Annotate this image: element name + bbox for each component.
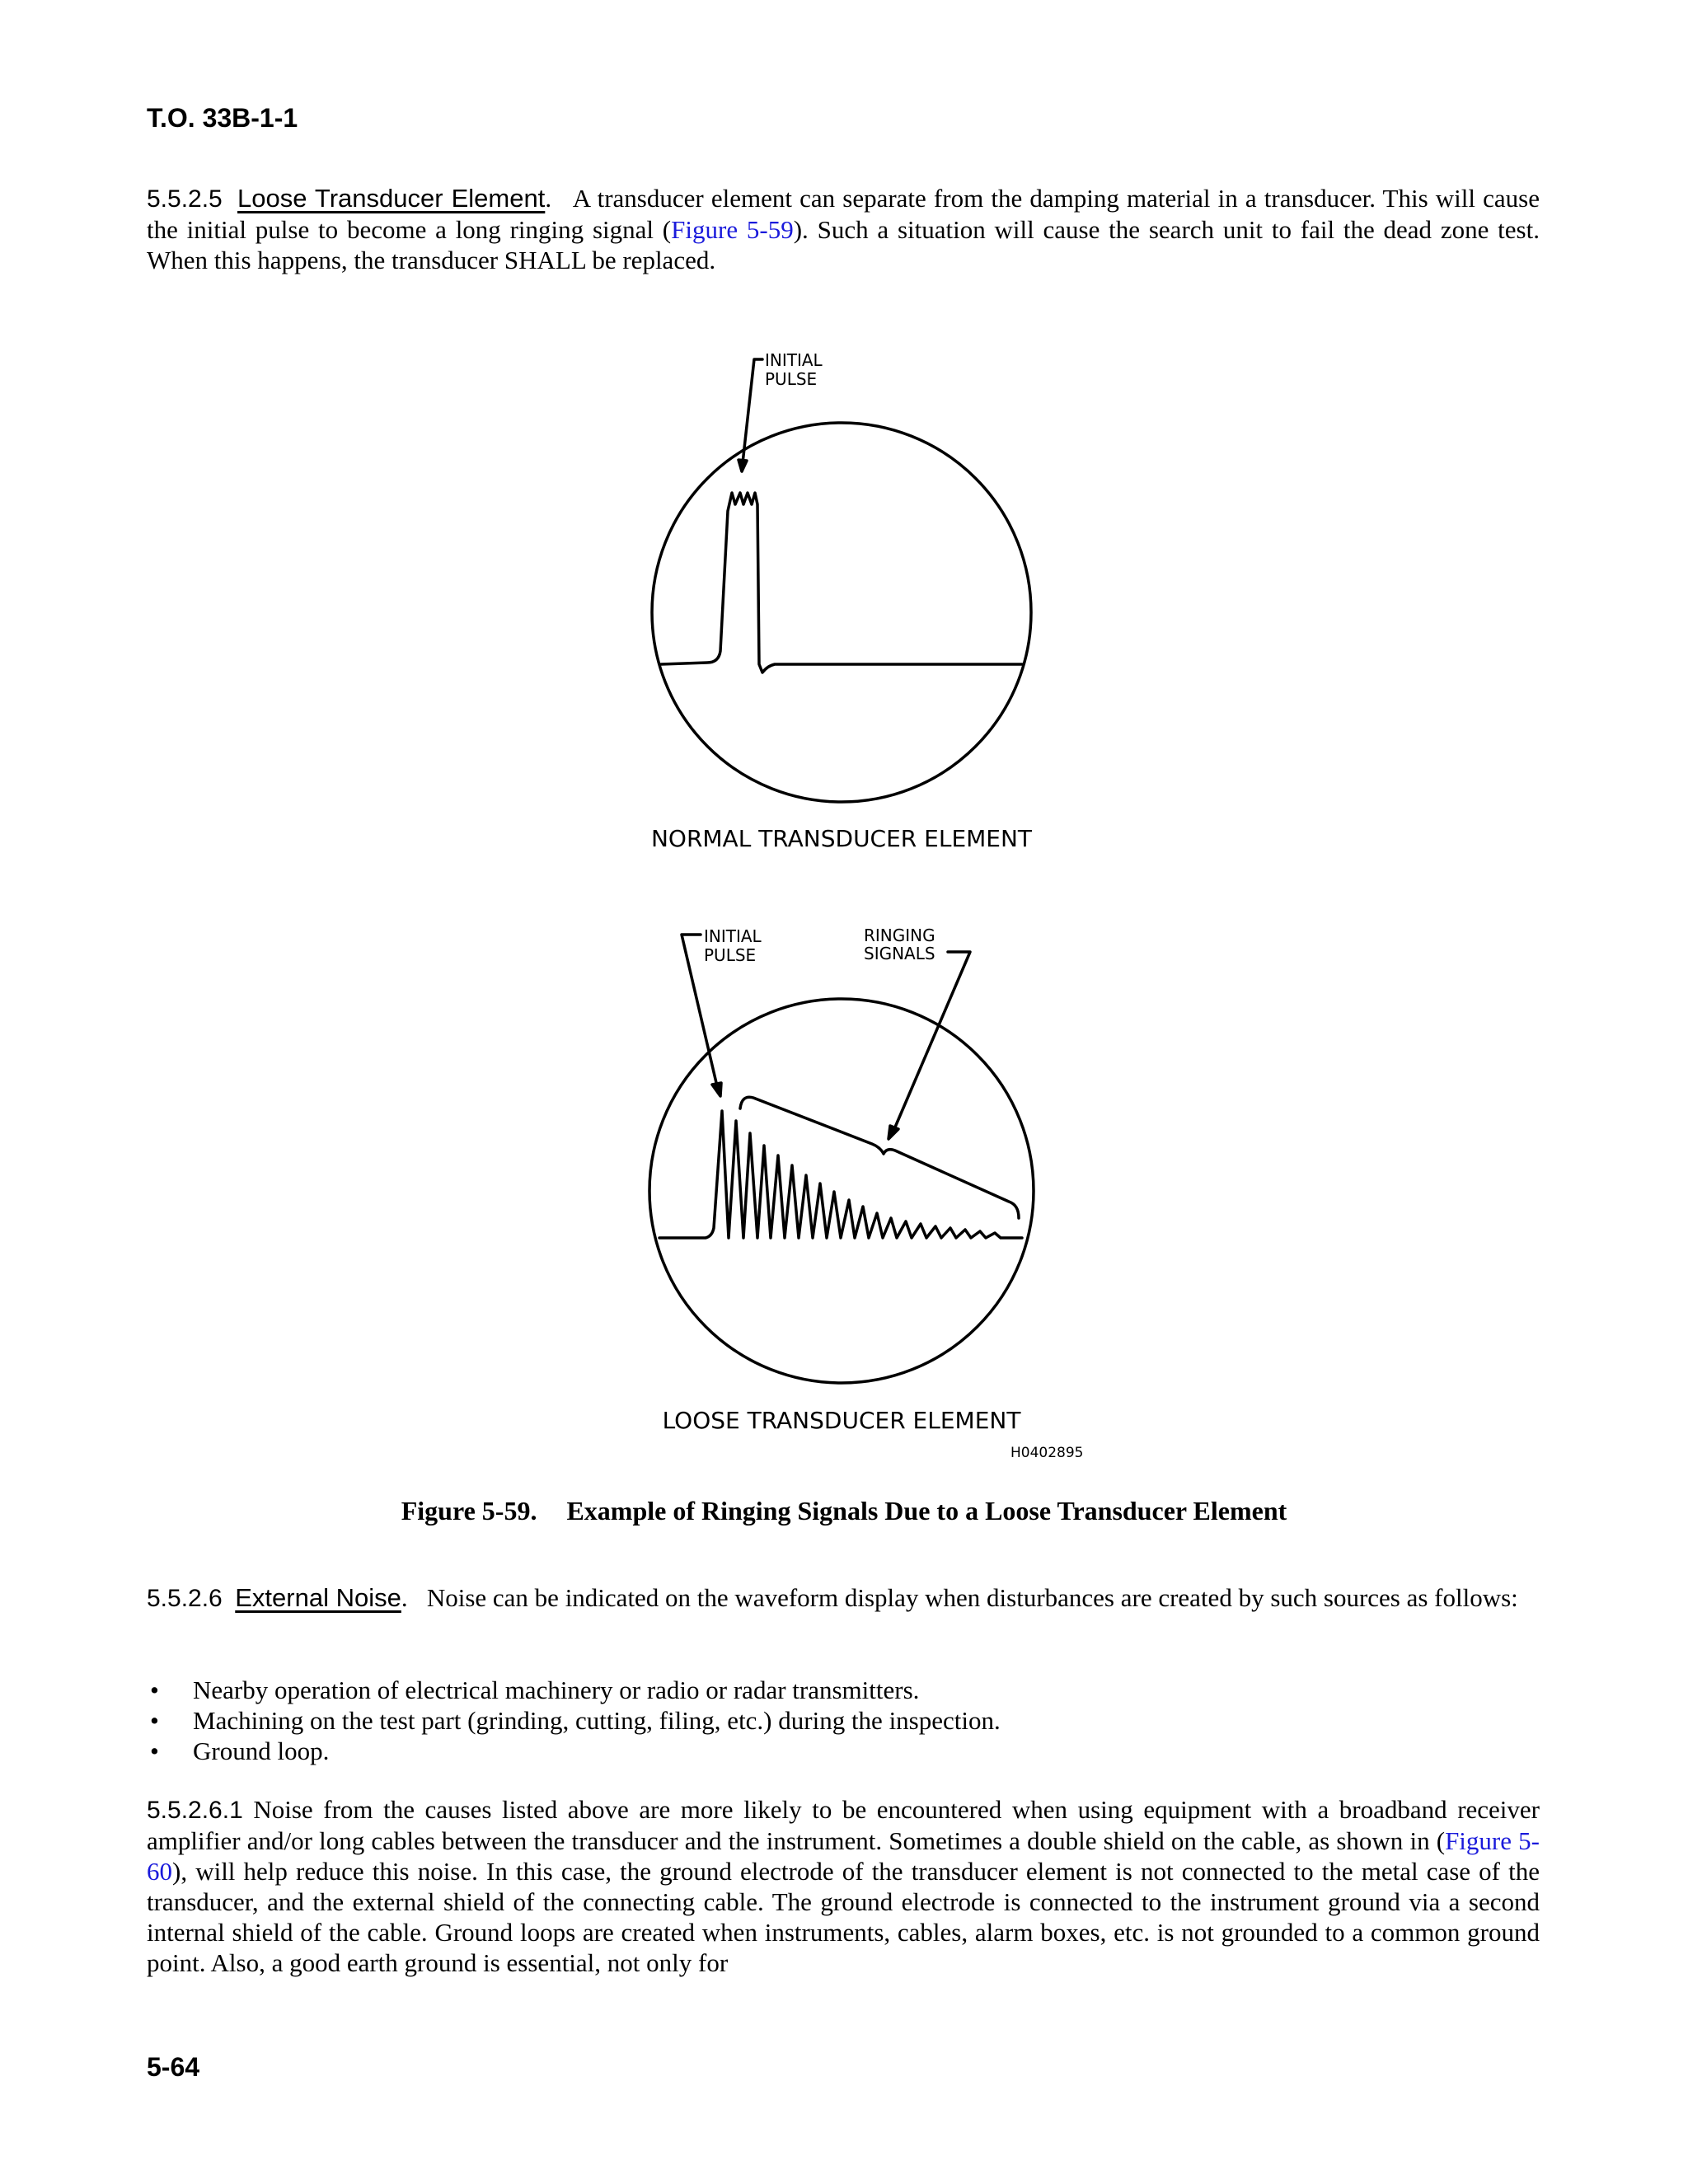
section-number: 5.5.2.6.1 xyxy=(147,1797,243,1824)
section-number: 5.5.2.5 xyxy=(147,185,223,213)
ringing-label-line2: SIGNALS xyxy=(864,944,935,963)
figure-5-59-link[interactable]: Figure 5-59 xyxy=(671,215,794,244)
page-number: 5-64 xyxy=(147,2052,200,2082)
section-external-noise-paragraph xyxy=(147,1582,1540,1614)
section-noise-detail-paragraph xyxy=(147,1794,1540,1978)
section-title: Loose Transducer Element xyxy=(237,184,546,213)
section-text-cont: ). Such a situation will cause the search unit to fail the dead zone test. When this happens, the transducer SHALL be replaced. xyxy=(147,215,1540,274)
figure-5-60-link[interactable]: Figure 5-60 xyxy=(147,1826,1540,1886)
figure-caption xyxy=(0,1496,1688,1526)
figure-caption-number: Figure 5-59. xyxy=(401,1496,537,1526)
document-id: T.O. 33B-1-1 xyxy=(147,103,298,133)
normal-initial-label-line2: PULSE xyxy=(765,369,818,389)
section-text: Noise from the causes listed above are more likely to be encountered when using equipment with a broadband receiver amplifier and/or long cables between the transducer and the instrument. Sometimes a double shield on the cable, as shown in ( xyxy=(147,1795,1540,1855)
section-text: Noise can be indicated on the waveform display when disturbances are created by such sources as follows: xyxy=(426,1583,1518,1612)
list-item: • Nearby operation of electrical machinery or radio or radar transmitters. xyxy=(150,1675,920,1704)
section-number: 5.5.2.6 xyxy=(147,1585,223,1612)
section-text: A transducer element can separate from the damping material in a transducer. This will cause the initial pulse to become a long ringing signal ( xyxy=(147,184,1540,244)
section-title-punct: . xyxy=(401,1583,408,1612)
loose-initial-label-line2: PULSE xyxy=(704,945,757,965)
figure-id-code: H0402895 xyxy=(1010,1445,1084,1461)
list-item: • Machining on the test part (grinding, cutting, filing, etc.) during the inspection. xyxy=(150,1706,1001,1735)
section-title-punct: . xyxy=(545,184,552,213)
loose-panel-caption: LOOSE TRANSDUCER ELEMENT xyxy=(662,1407,1021,1434)
section-title: External Noise xyxy=(235,1583,401,1612)
normal-initial-label-line1: INITIAL xyxy=(765,350,823,370)
normal-panel-caption: NORMAL TRANSDUCER ELEMENT xyxy=(650,825,1033,852)
list-item: • Ground loop. xyxy=(150,1736,330,1765)
noise-sources-list xyxy=(147,1675,1540,1766)
section-text-cont: ), will help reduce this noise. In this case, the ground electrode of the transducer element is not connected to the metal case of the transducer, and the external shield of the connecting cable. The ground electrode is connected to the instrument ground via a second internal shield of the cable. Ground loops are created when instruments, cables, alarm boxes, etc. is not grounded to a common ground point. Also, a good earth ground is essential, not only for xyxy=(147,1857,1540,1977)
loose-initial-label-line1: INITIAL xyxy=(704,926,762,946)
ringing-label-line1: RINGING xyxy=(864,926,935,945)
figure-caption-text: Example of Ringing Signals Due to a Loose Transducer Element xyxy=(566,1496,1287,1526)
